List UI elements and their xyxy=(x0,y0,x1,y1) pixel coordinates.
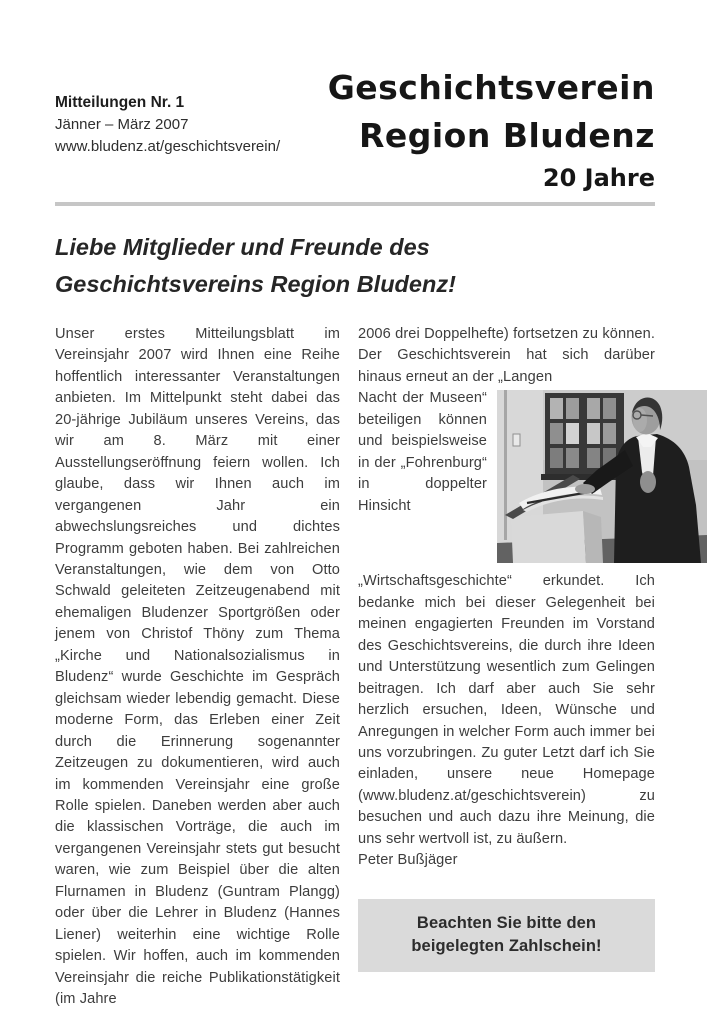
masthead xyxy=(0,0,707,196)
title-line-2: Region Bludenz xyxy=(358,116,655,155)
masthead-title xyxy=(328,64,655,196)
issue-label: Mitteilungen Nr. 1 xyxy=(55,94,185,111)
issue-period: Jänner – März 2007 xyxy=(55,116,189,133)
headline-line-1: Liebe Mitglieder und Freunde des xyxy=(55,234,430,260)
headline-line-2: Geschichtsvereins Region Bludenz! xyxy=(55,271,456,297)
article-headline xyxy=(55,229,655,303)
left-column-paragraph: Unser erstes Mitteilungsblatt im Vereinsjahr 2007 wird Ihnen eine Reihe hoffentlich interessanter Veranstaltungen anbieten. Im Mittelpunkt steht dabei das 20-jährige Jubiläum unseres Vereins, das wir am 8. März mit einer Ausstellungseröffnung feiern wollen. Ich glaube, dass wir Ihnen auch im vergangenen Jahr ein abwechslungsreiches und dichtes Programm geboten haben. Bei zahlreichen Veranstaltungen, wie dem von Otto Schwald geleiteten Zeitzeugenabend mit ehemaligen Bludenzer Sportgrößen oder jenem von Christof Thöny zum Thema „Kirche und Nationalsozialismus in Bludenz“ wurde Geschichte im Gespräch gleichsam wieder lebendig gemacht. Diese moderne Form, das Erleben einer Zeit durch die Erinnerung sogenannter Zeitzeugen zu dokumentieren, wird auch im kommenden Vereinsjahr eine große Rolle spielen. Daneben werden aber auch die klassischen Vorträge, die auch im vergangenen Vereinsjahr stets gut besucht waren, wie zum Beispiel über die alten Flurnamen in Bludenz (Guntram Plangg) oder über die Lehrer in Bludenz (Hannes Liener) weiterhin eine wichtige Rolle spielen. Wir hoffen, auch im kommenden Vereinsjahr die reiche Publikationstätigkeit (im Jahre xyxy=(55,326,340,1008)
payment-notice xyxy=(358,899,655,972)
right-column-wrapped-text: Nacht der Museen“ beteiligen können und beispielsweise in der „Fohrenburg“ in doppelter Hinsicht „Wirtschaftsgeschichte“ erkundet. Ich bedanke mich bei dieser Gelegenheit bei meinen engagierten Freunden im Vorstand des Geschichtsvereins, die durch ihre Ideen und Unterstützung wesentlich zum Gelingen beitragen. Ich darf aber auch Sie sehr herzlich ersuchen, Ideen, Wünsche und Anregungen in welcher Form auch immer bei uns vorzubringen. Zu guter Letzt darf ich Sie einladen, unsere neue Homepage (www.bludenz.at/geschichtsverein) zu besuchen und auch dazu ihre Meinung, die uns sehr wertvoll ist, zu äußern. xyxy=(358,390,655,847)
left-column xyxy=(55,324,340,1011)
anniversary-label: 20 Jahre xyxy=(542,164,655,192)
title-line-1: Geschichtsverein xyxy=(327,68,655,107)
website-url: www.bludenz.at/geschichtsverein/ xyxy=(55,138,281,155)
right-column-wrap-block xyxy=(358,388,655,850)
right-column xyxy=(358,324,655,1011)
header-divider xyxy=(55,202,655,206)
notice-line-2: beigelegten Zahlschein! xyxy=(411,936,602,955)
lecture-photo-graphic xyxy=(497,390,707,563)
signature: Peter Bußjäger xyxy=(358,852,458,869)
right-column-intro: 2006 drei Doppelhefte) fortsetzen zu können. Der Geschichtsverein hat sich darüber hinaus erneut an der „Langen xyxy=(358,326,655,385)
lecture-photo xyxy=(497,390,707,563)
masthead-info xyxy=(55,64,280,158)
article-body xyxy=(55,324,655,1011)
notice-line-1: Beachten Sie bitte den xyxy=(416,913,597,932)
